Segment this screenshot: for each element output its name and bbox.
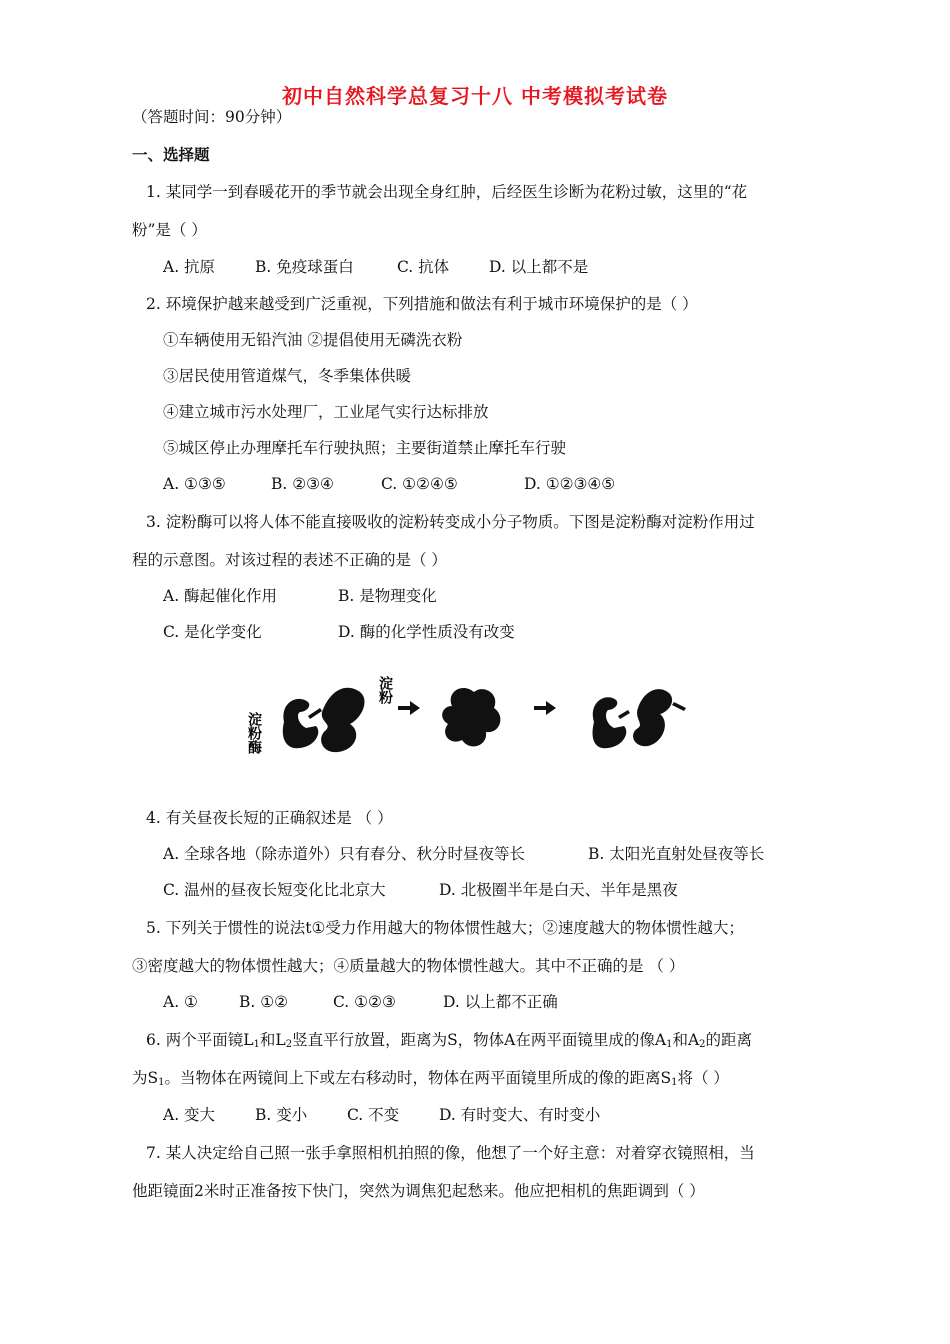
option-a: A. 全球各地（除赤道外）只有春分、秋分时昼夜等长 (163, 845, 526, 863)
question-3-options-row1 (163, 586, 437, 606)
option-d: D. ①②③④⑤ (524, 475, 616, 493)
option-b: B. 免疫球蛋白 (255, 258, 354, 276)
q6-text-part: 和A (672, 1031, 700, 1049)
question-3-text: 3. 淀粉酶可以将人体不能直接吸收的淀粉转变成小分子物质。下图是淀粉酶对淀粉作用过 (146, 513, 755, 531)
question-1-text: 1. 某同学一到春暖花开的季节就会出现全身红肿，后经医生诊断为花粉过敏，这里的“花 (146, 183, 748, 201)
option-a: A. 变大 (163, 1106, 216, 1124)
q6-subscript: 1 (666, 1039, 673, 1050)
option-c: C. ①②④⑤ (381, 475, 458, 493)
option-d: D. 以上都不正确 (443, 993, 558, 1011)
enzyme-diagram (246, 672, 690, 762)
option-c: C. ①②③ (333, 993, 396, 1011)
arrow-icon (534, 701, 556, 715)
q6-subscript: 1 (253, 1039, 260, 1050)
option-d: D. 以上都不是 (489, 258, 589, 276)
q6-text-part: 。当物体在两镜间上下或左右移动时，物体在两平面镜里所成的像的距离S (164, 1069, 672, 1087)
section-heading: 一、选择题 (132, 146, 210, 164)
option-a: A. 抗原 (163, 258, 216, 276)
question-2-item: ①车辆使用无铅汽油 ②提倡使用无磷洗衣粉 (163, 331, 463, 349)
q6-text-part: 竖直平行放置，距离为S，物体A在两平面镜里成的像A (292, 1031, 667, 1049)
enzyme-substrate-complex-shape (442, 688, 500, 746)
option-d: D. 北极圈半年是白天、半年是黑夜 (439, 881, 678, 899)
q6-text-part: 为S (132, 1069, 159, 1087)
q6-text-part: 和L (259, 1031, 286, 1049)
question-1-options (163, 257, 588, 277)
arrow-icon (398, 701, 420, 715)
question-2-item: ④建立城市污水处理厂，工业尾气实行达标排放 (163, 403, 489, 421)
q6-subscript: 1 (671, 1077, 678, 1088)
q6-text-part: 6. 两个平面镜L (146, 1031, 254, 1049)
page-title: 初中自然科学总复习十八 中考模拟考试卷 (282, 84, 668, 108)
option-b: B. 变小 (255, 1106, 308, 1124)
question-6-options (163, 1105, 600, 1125)
option-c: C. 不变 (347, 1106, 400, 1124)
question-4-options-row2 (163, 880, 678, 900)
q6-text-part: 将（ ） (677, 1069, 729, 1087)
q6-text-part: 的距离 (705, 1031, 753, 1049)
option-d: D. 有时变大、有时变小 (439, 1106, 601, 1124)
question-5-text: 5. 下列关于惯性的说法t①受力作用越大的物体惯性越大；②速度越大的物体惯性越大； (146, 919, 744, 937)
option-d: D. 酶的化学性质没有改变 (338, 623, 515, 641)
question-2-item: ⑤城区停止办理摩托车行驶执照；主要街道禁止摩托车行驶 (163, 439, 567, 457)
option-c: C. 温州的昼夜长短变化比北京大 (163, 881, 386, 899)
question-6-text (146, 1030, 752, 1055)
enzyme-products-shape (593, 689, 686, 748)
question-5-text-cont: ③密度越大的物体惯性越大；④质量越大的物体惯性越大。其中不正确的是 （ ） (132, 957, 685, 975)
question-2-text: 2. 环境保护越来越受到广泛重视，下列措施和做法有利于城市环境保护的是（ ） (146, 295, 698, 313)
option-c: C. 抗体 (397, 258, 450, 276)
q6-subscript: 1 (158, 1077, 165, 1088)
question-1-text-cont: 粉”是（ ） (132, 221, 207, 239)
question-3-options-row2 (163, 622, 515, 642)
option-a: A. ① (163, 993, 198, 1011)
option-a: A. ①③⑤ (163, 475, 226, 493)
question-6-text-cont (132, 1068, 729, 1093)
enzyme-label: 淀粉酶 (246, 712, 262, 754)
question-2-options (163, 474, 615, 494)
starch-label: 淀粉 (377, 676, 393, 704)
option-b: B. 太阳光直射处昼夜等长 (588, 845, 765, 863)
question-7-text: 7. 某人决定给自己照一张手拿照相机拍照的像，他想了一个好主意：对着穿衣镜照相，当 (146, 1144, 755, 1162)
q6-subscript: 2 (285, 1039, 293, 1050)
question-4-text: 4. 有关昼夜长短的正确叙述是 （ ） (146, 809, 393, 827)
question-3-text-cont: 程的示意图。对该过程的表述不正确的是（ ） (132, 551, 447, 569)
option-b: B. ②③④ (271, 475, 334, 493)
option-c: C. 是化学变化 (163, 623, 262, 641)
option-a: A. 酶起催化作用 (163, 587, 278, 605)
question-7-text-cont: 他距镜面2米时正准备按下快门，突然为调焦犯起愁来。他应把相机的焦距调到（ ） (132, 1182, 705, 1200)
question-2-item: ③居民使用管道煤气，冬季集体供暖 (163, 367, 412, 385)
q6-subscript: 2 (699, 1039, 706, 1050)
question-4-options-row1 (163, 844, 764, 864)
option-b: B. ①② (239, 993, 289, 1011)
enzyme-diagram-svg (246, 672, 690, 762)
option-b: B. 是物理变化 (338, 587, 437, 605)
enzyme-shape (283, 688, 365, 752)
exam-duration: （答题时间：90分钟） (132, 108, 292, 126)
question-5-options (163, 992, 558, 1012)
